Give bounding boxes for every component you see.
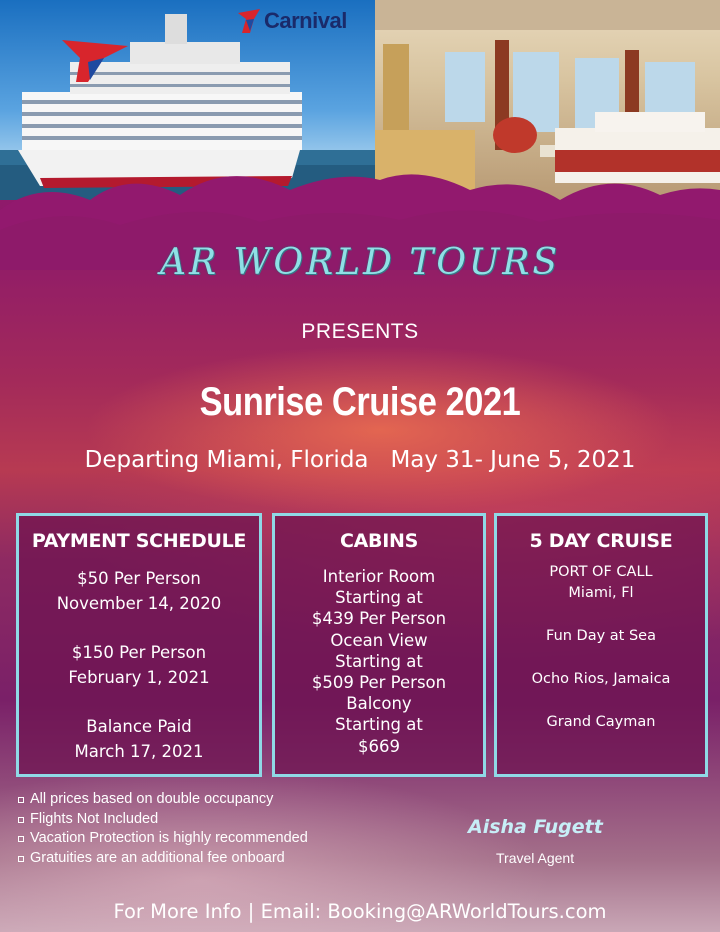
terms-list xyxy=(18,790,308,868)
payment-date: March 17, 2021 xyxy=(74,742,204,761)
terms-item: Vacation Protection is highly recommended xyxy=(18,829,308,849)
port-of-call-label: PORT OF CALL xyxy=(549,564,653,580)
payment-amount: $150 Per Person xyxy=(71,643,207,662)
payment-date: November 14, 2020 xyxy=(56,594,222,613)
cruise-itinerary-box xyxy=(494,513,708,777)
terms-item: Flights Not Included xyxy=(18,810,308,830)
presents-label: PRESENTS xyxy=(301,320,419,343)
payment-date: February 1, 2021 xyxy=(68,668,210,687)
payment-item xyxy=(19,566,259,616)
itinerary-list xyxy=(497,562,705,733)
square-bullet-icon xyxy=(18,836,24,842)
agent-name: Aisha Fugett xyxy=(468,816,603,838)
departure-info: Departing Miami, Florida May 31- June 5, 2021 xyxy=(84,447,636,473)
event-title: Sunrise Cruise 2021 xyxy=(199,380,521,424)
payment-amount: Balance Paid xyxy=(86,717,192,736)
payment-schedule-heading: PAYMENT SCHEDULE xyxy=(31,530,247,552)
cabin-line: Starting at xyxy=(335,715,423,735)
cabin-line: $439 Per Person xyxy=(311,609,447,629)
terms-item: Gratuities are an additional fee onboard xyxy=(18,849,308,869)
brand-title: AR WORLD TOURS xyxy=(159,242,560,283)
square-bullet-icon xyxy=(18,817,24,823)
terms-item: All prices based on double occupancy xyxy=(18,790,308,810)
cabin-list xyxy=(275,566,483,757)
square-bullet-icon xyxy=(18,797,24,803)
payment-amount: $50 Per Person xyxy=(77,569,201,588)
payment-item xyxy=(19,714,259,764)
itinerary-stop: Ocho Rios, Jamaica xyxy=(531,671,671,687)
agent-role: Travel Agent xyxy=(496,850,575,866)
payment-schedule-box xyxy=(16,513,262,777)
square-bullet-icon xyxy=(18,856,24,862)
itinerary-stop: Fun Day at Sea xyxy=(546,628,656,644)
payment-item xyxy=(19,640,259,690)
cabin-line: Ocean View xyxy=(330,630,428,650)
cabin-line: Starting at xyxy=(335,651,423,671)
contact-footer: For More Info | Email: Booking@ARWorldTours.com xyxy=(113,900,607,923)
cabin-line: Starting at xyxy=(335,588,423,608)
cabins-heading: CABINS xyxy=(340,530,418,552)
carnival-logo xyxy=(236,6,347,36)
cabins-box xyxy=(272,513,486,777)
carnival-logo-text: Carnival xyxy=(264,8,347,33)
itinerary-stop: Grand Cayman xyxy=(546,714,656,730)
cabin-line: $509 Per Person xyxy=(311,673,447,693)
cabin-line: $669 xyxy=(358,736,400,756)
itinerary-stop: Miami, Fl xyxy=(568,585,634,601)
cruise-heading: 5 DAY CRUISE xyxy=(529,530,673,552)
carnival-funnel-icon xyxy=(236,7,262,35)
cabin-line: Balcony xyxy=(346,694,412,714)
cabin-line: Interior Room xyxy=(322,567,436,586)
